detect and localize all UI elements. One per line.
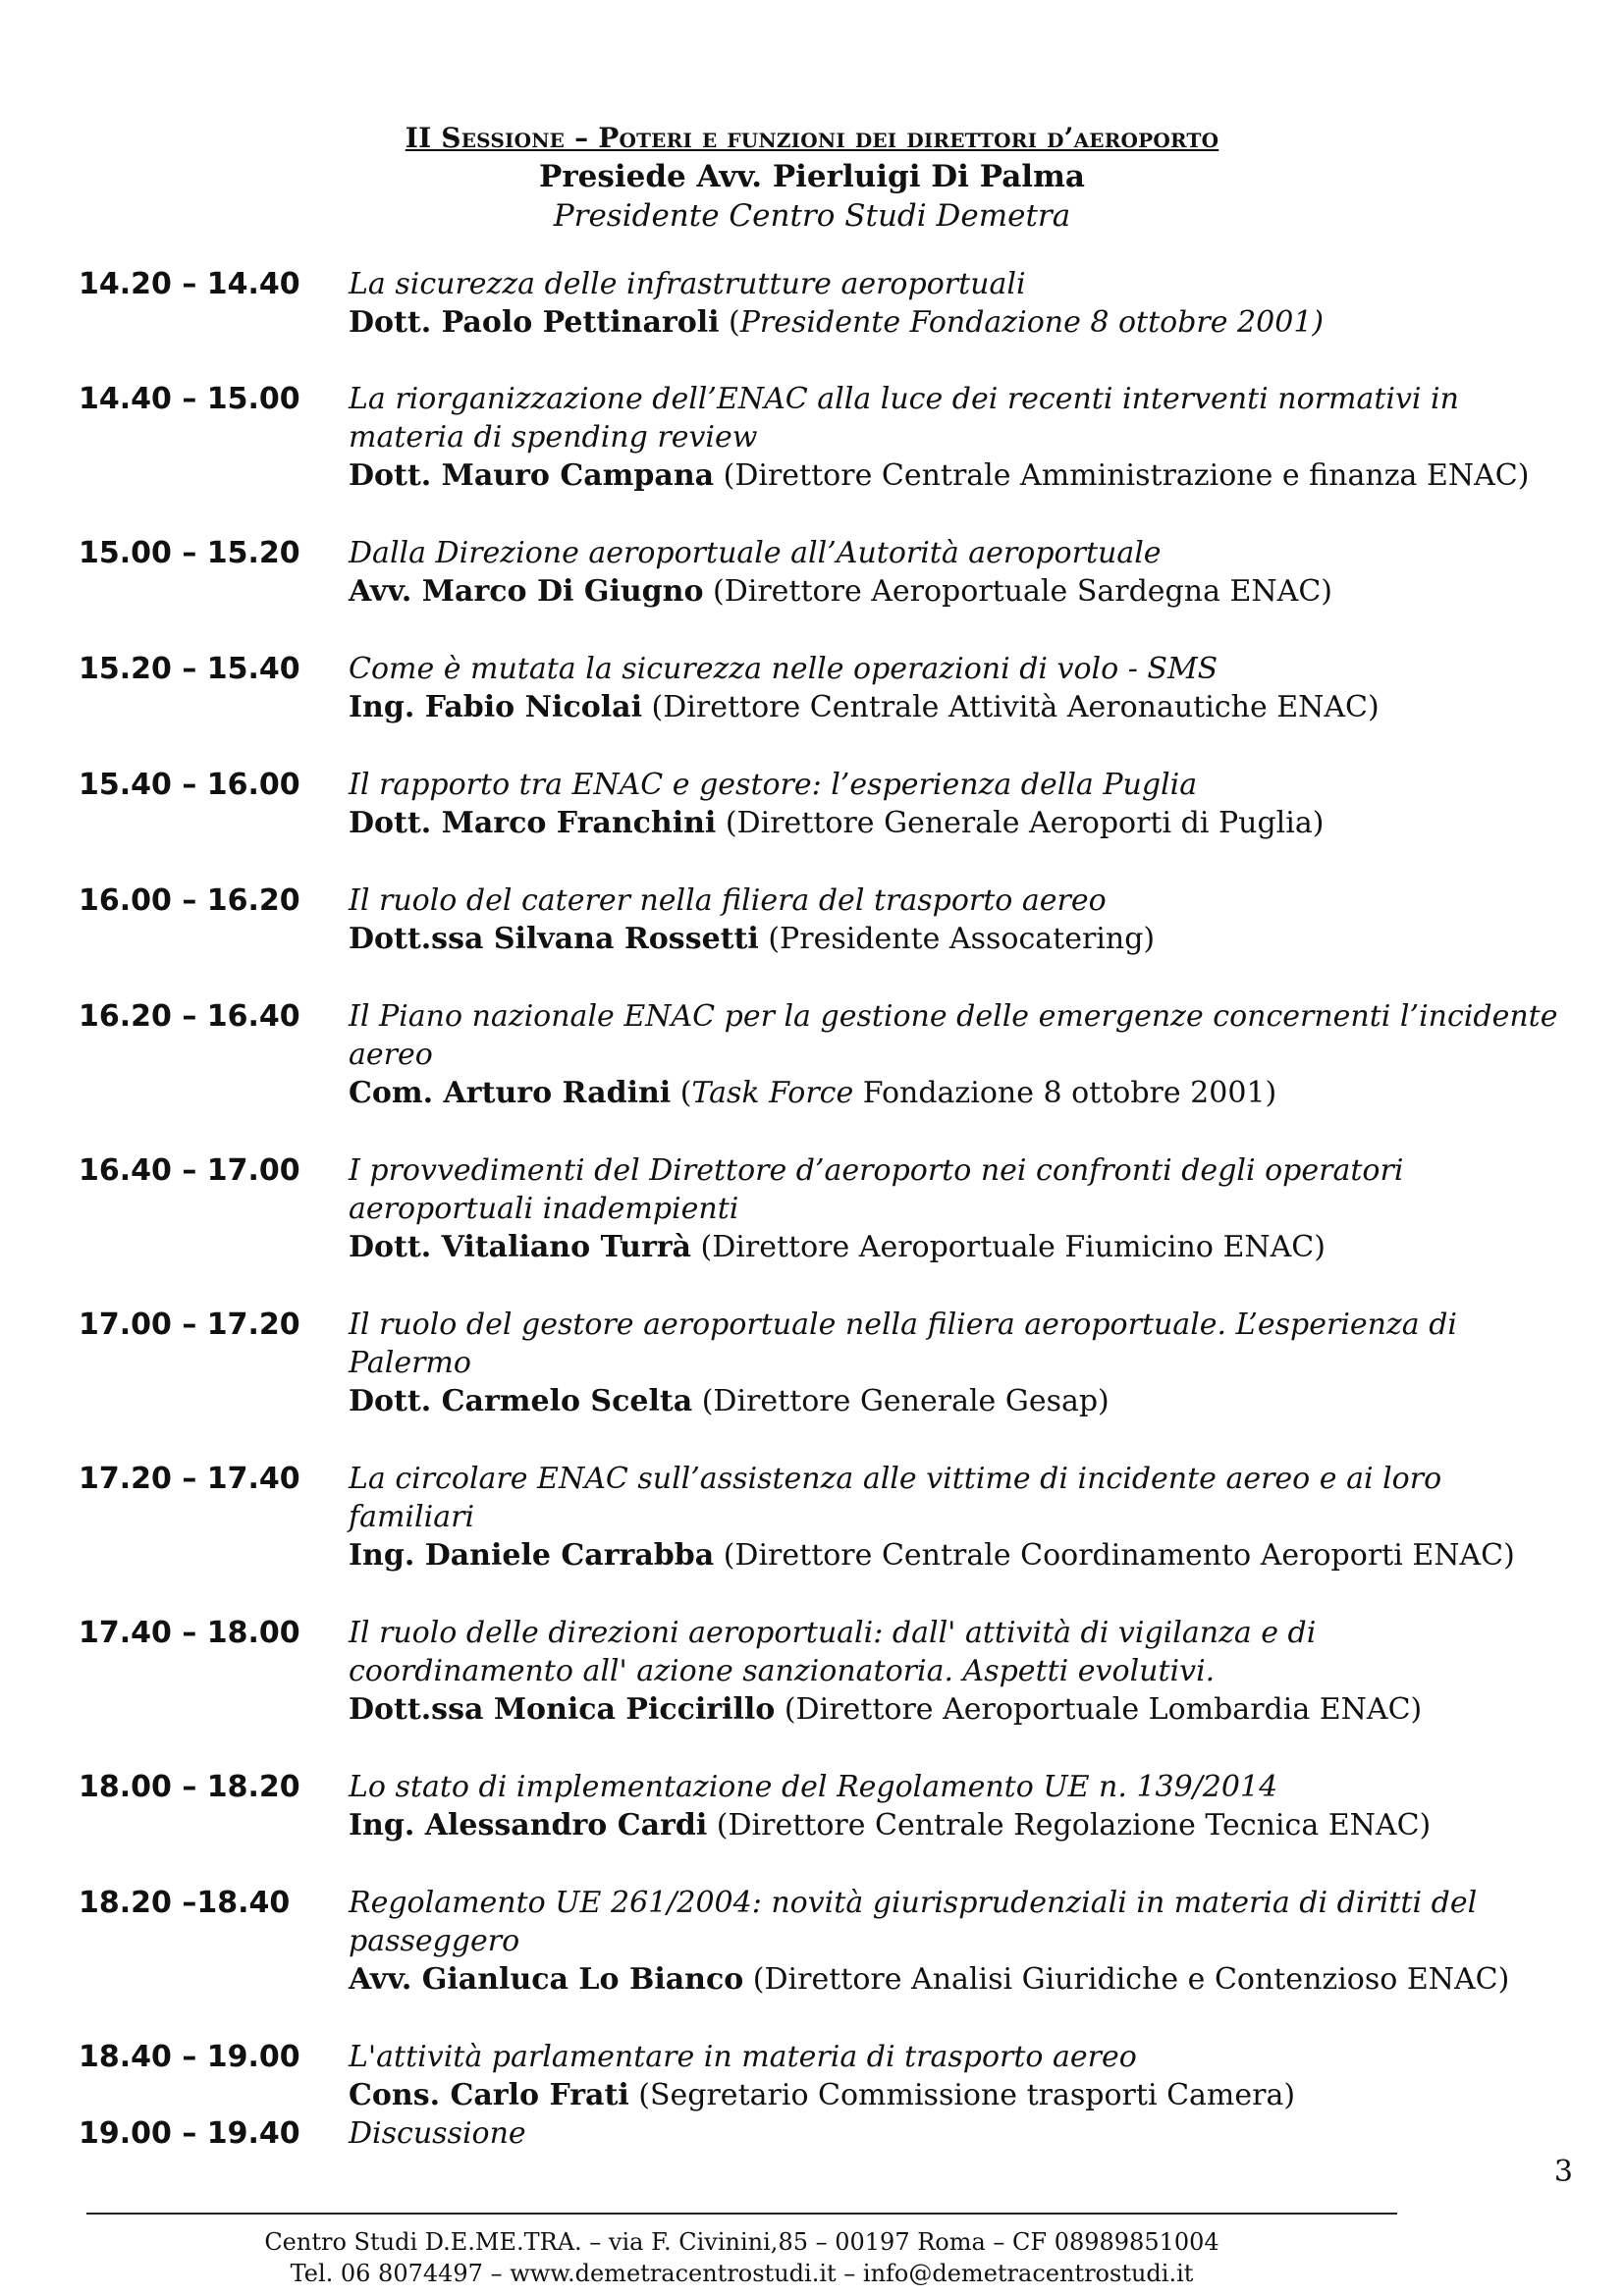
speaker-name: Cons. Carlo Frati <box>349 2078 629 2112</box>
speaker-name: Com. Arturo Radini <box>349 1076 672 1110</box>
speaker-name: Avv. Marco Di Giugno <box>349 574 704 609</box>
page-number: 3 <box>1553 2155 1573 2189</box>
agenda-speaker-line <box>349 456 1624 495</box>
footer-divider <box>86 2213 1397 2215</box>
agenda-speaker-line <box>349 1228 1624 1266</box>
agenda-time: 18.00 – 18.20 <box>79 1770 300 1804</box>
speaker-name: Ing. Alessandro Cardi <box>349 1808 708 1842</box>
agenda-time: 18.40 – 19.00 <box>79 2040 300 2074</box>
agenda-topic: La sicurezza delle infrastrutture aeroportuali <box>349 267 1026 301</box>
agenda-topic: Discussione <box>349 2116 526 2151</box>
speaker-name: Dott. Mauro Campana <box>349 458 715 493</box>
speaker-affiliation: ( <box>719 305 740 340</box>
speaker-affiliation: (Direttore Generale Aeroporti di Puglia) <box>716 806 1325 840</box>
agenda-time: 18.20 –18.40 <box>79 1886 291 1920</box>
agenda-topic: aeroportuali inadempienti <box>349 1192 739 1226</box>
agenda-speaker-line <box>349 1960 1624 1999</box>
agenda-time: 15.40 – 16.00 <box>79 768 300 802</box>
agenda-topic: Il ruolo delle direzioni aeroportuali: dall' attività di vigilanza e di <box>349 1616 1317 1650</box>
agenda-topic: aereo <box>349 1038 433 1072</box>
speaker-affiliation: (Direttore Centrale Attività Aeronautiche ENAC) <box>641 690 1380 724</box>
speaker-name: Dott. Carmelo Scelta <box>349 1384 693 1418</box>
speaker-name: Ing. Daniele Carrabba <box>349 1538 715 1573</box>
agenda-time: 17.20 – 17.40 <box>79 1462 300 1496</box>
agenda-time: 19.00 – 19.40 <box>79 2116 300 2151</box>
speaker-affiliation-italic: Task Force <box>691 1076 854 1110</box>
speaker-name: Ing. Fabio Nicolai <box>349 690 642 724</box>
agenda-topic: familiari <box>349 1500 475 1534</box>
agenda-speaker-line <box>349 1536 1624 1575</box>
agenda-topic: Come è mutata la sicurezza nelle operazioni di volo - SMS <box>349 652 1218 686</box>
agenda-topic: coordinamento all' azione sanzionatoria. Aspetti evolutivi. <box>349 1654 1216 1688</box>
speaker-name: Dott.ssa Monica Piccirillo <box>349 1692 776 1727</box>
agenda-time: 17.00 – 17.20 <box>79 1308 300 1342</box>
session-title: II Sessione – Poteri e funzioni dei direttori d’aeroporto <box>405 122 1219 154</box>
agenda-time: 14.20 – 14.40 <box>79 267 300 301</box>
speaker-affiliation-end: Fondazione 8 ottobre 2001) <box>853 1076 1277 1110</box>
speaker-affiliation: (Direttore Centrale Amministrazione e finanza ENAC) <box>714 458 1530 493</box>
agenda-topic: Il ruolo del gestore aeroportuale nella filiera aeroportuale. L’esperienza di <box>349 1308 1458 1342</box>
speaker-affiliation: (Direttore Aeroportuale Sardegna ENAC) <box>703 574 1332 609</box>
agenda-speaker-line <box>349 1690 1624 1729</box>
agenda-time: 16.00 – 16.20 <box>79 883 300 918</box>
speaker-affiliation: (Direttore Analisi Giuridiche e Contenzioso ENAC) <box>743 1962 1510 1997</box>
speaker-name: Dott. Paolo Pettinaroli <box>349 305 720 340</box>
agenda-topic: Il Piano nazionale ENAC per la gestione delle emergenze concernenti l’incidente <box>349 999 1558 1034</box>
agenda-speaker-line <box>349 920 1624 958</box>
footer-address: Centro Studi D.E.ME.TRA. – via F. Civinini,85 – 00197 Roma – CF 08989851004 <box>264 2228 1219 2256</box>
agenda-topic: Il ruolo del caterer nella filiera del trasporto aereo <box>349 883 1107 918</box>
speaker-affiliation: (Direttore Aeroportuale Fiumicino ENAC) <box>691 1230 1326 1264</box>
agenda-time: 16.40 – 17.00 <box>79 1153 300 1188</box>
speaker-name: Dott.ssa Silvana Rossetti <box>349 922 759 956</box>
speaker-affiliation: (Direttore Centrale Regolazione Tecnica ENAC) <box>707 1808 1432 1842</box>
speaker-affiliation: (Direttore Aeroportuale Lombardia ENAC) <box>775 1692 1423 1727</box>
agenda-topic: La riorganizzazione dell’ENAC alla luce dei recenti interventi normativi in <box>349 382 1459 416</box>
agenda-speaker-line <box>349 1806 1624 1844</box>
agenda-speaker-line <box>349 688 1624 726</box>
agenda-topic: Palermo <box>349 1346 471 1380</box>
speaker-name: Avv. Gianluca Lo Bianco <box>349 1962 744 1997</box>
agenda-time: 14.40 – 15.00 <box>79 382 300 416</box>
session-chair-name: Presiede Avv. Pierluigi Di Palma <box>539 159 1085 194</box>
speaker-name: Dott. Vitaliano Turrà <box>349 1230 691 1264</box>
session-header <box>0 120 1624 236</box>
agenda-speaker-line <box>349 572 1624 611</box>
agenda-topic: materia di spending review <box>349 420 758 454</box>
footer-contacts: Tel. 06 8074497 – www.demetracentrostudi.it – info@demetracentrostudi.it <box>290 2260 1194 2287</box>
speaker-affiliation: (Direttore Generale Gesap) <box>692 1384 1110 1418</box>
speaker-name: Dott. Marco Franchini <box>349 806 717 840</box>
agenda-topic: I provvedimenti del Direttore d’aeroporto nei confronti degli operatori <box>349 1153 1404 1188</box>
speaker-affiliation: ( <box>671 1076 692 1110</box>
agenda-topic: La circolare ENAC sull’assistenza alle vittime di incidente aereo e ai loro <box>349 1462 1442 1496</box>
agenda-time: 15.00 – 15.20 <box>79 536 300 570</box>
agenda-speaker-line <box>349 303 1624 342</box>
speaker-affiliation: (Presidente Assocatering) <box>758 922 1156 956</box>
speaker-affiliation: (Segretario Commissione trasporti Camera) <box>628 2078 1296 2112</box>
agenda-time: 17.40 – 18.00 <box>79 1616 300 1650</box>
agenda-speaker-line <box>349 1074 1624 1112</box>
agenda-topic: Lo stato di implementazione del Regolamento UE n. 139/2014 <box>349 1770 1278 1804</box>
agenda-topic: Il rapporto tra ENAC e gestore: l’esperienza della Puglia <box>349 768 1198 802</box>
agenda-topic: Regolamento UE 261/2004: novità giurisprudenziali in materia di diritti del <box>349 1886 1478 1920</box>
footer <box>86 2226 1397 2289</box>
agenda-speaker-line <box>349 2076 1624 2114</box>
agenda-speaker-line <box>349 804 1624 842</box>
agenda-topic: passeggero <box>349 1924 520 1958</box>
speaker-affiliation: (Direttore Centrale Coordinamento Aeroporti ENAC) <box>714 1538 1515 1573</box>
agenda-time: 16.20 – 16.40 <box>79 999 300 1034</box>
agenda-topic: Dalla Direzione aeroportuale all’Autorità aeroportuale <box>349 536 1162 570</box>
agenda-time: 15.20 – 15.40 <box>79 652 300 686</box>
agenda-topic: L'attività parlamentare in materia di trasporto aereo <box>349 2040 1137 2074</box>
session-chair-role: Presidente Centro Studi Demetra <box>553 198 1071 234</box>
agenda-speaker-line <box>349 1382 1624 1420</box>
speaker-affiliation-italic: Presidente Fondazione 8 ottobre 2001) <box>739 305 1325 340</box>
